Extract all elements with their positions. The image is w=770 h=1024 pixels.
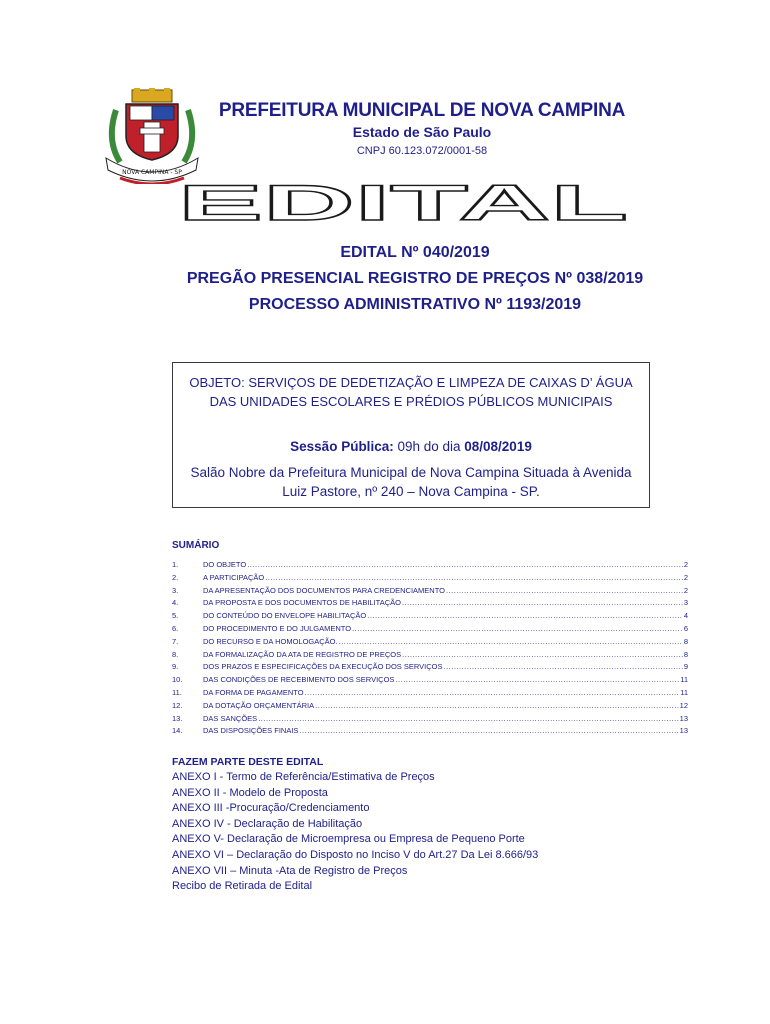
toc-page-number: 13: [679, 713, 688, 723]
toc-number: 2.: [172, 572, 179, 582]
toc-number: 11.: [172, 687, 182, 697]
process-title: PROCESSO ADMINISTRATIVO Nº 1193/2019: [248, 296, 582, 313]
annex-item: ANEXO IV - Declaração de Habilitação: [172, 817, 363, 830]
annex-item: ANEXO III -Procuração/Credenciamento: [172, 802, 370, 815]
toc-title: DAS SANÇÕES: [203, 713, 258, 723]
toc-row[interactable]: [172, 662, 688, 675]
pregao-title: PREGÃO PRESENCIAL REGISTRO DE PREÇOS Nº 038/2019: [186, 270, 644, 287]
toc-number: 13.: [172, 713, 183, 723]
toc-title: DA FORMALIZAÇÃO DA ATA DE REGISTRO DE PREÇOS: [203, 649, 402, 659]
toc-number: 5.: [172, 611, 179, 621]
toc-page-number: 2: [683, 585, 688, 595]
toc-page-number: 2: [683, 572, 688, 582]
object-description: OBJETO: SERVIÇOS DE DEDETIZAÇÃO E LIMPEZA DE CAIXAS D’ ÁGUA DAS UNIDADES ESCOLARES E PRÉDIOS PÚBLICOS MUNICIPAIS: [189, 375, 633, 409]
toc-row[interactable]: [172, 598, 688, 611]
toc-dot-leader: [367, 611, 683, 620]
organization-cnpj: CNPJ 60.123.072/0001-58: [356, 145, 488, 157]
toc-title: DA PROPOSTA E DOS DOCUMENTOS DE HABILITAÇÃO: [203, 598, 401, 608]
toc-page-number: 3: [683, 598, 688, 608]
annexes-list: [172, 770, 538, 895]
toc-number: 12.: [172, 700, 183, 710]
toc-row[interactable]: [172, 688, 688, 701]
svg-text:EDITAL: EDITAL: [178, 180, 628, 226]
session-time: 09h do dia: [393, 439, 465, 454]
toc-page-number: 4: [683, 611, 688, 621]
toc-row[interactable]: [172, 611, 688, 624]
toc-title: DO PROCEDIMENTO E DO JULGAMENTO: [203, 623, 352, 633]
toc-number: 9.: [172, 662, 179, 672]
toc-dot-leader: [299, 726, 678, 735]
object-box: [172, 362, 650, 508]
toc-dot-leader: [265, 573, 683, 582]
toc-page-number: 12: [679, 700, 688, 710]
toc-title: DOS PRAZOS E ESPECIFICAÇÕES DA EXECUÇÃO DOS SERVIÇOS: [203, 662, 443, 672]
toc-number: 1.: [172, 560, 179, 569]
annex-item: ANEXO VI – Declaração do Disposto no Inciso V do Art.27 Da Lei 8.666/93: [172, 848, 539, 861]
toc-dot-leader: [352, 624, 683, 633]
toc-dot-leader: [402, 598, 683, 607]
public-session-line: [173, 439, 649, 454]
annex-item: ANEXO II - Modelo de Proposta: [172, 786, 328, 799]
annex-item: ANEXO I - Termo de Referência/Estimativa de Preços: [172, 771, 435, 783]
summary-title: SUMÁRIO: [172, 540, 220, 551]
toc-row[interactable]: [172, 586, 688, 599]
toc-row[interactable]: [172, 701, 688, 714]
annex-item: Recibo de Retirada de Edital: [172, 880, 313, 893]
toc-row[interactable]: [172, 726, 688, 739]
toc-title: A PARTICIPAÇÃO: [203, 572, 265, 582]
toc-row[interactable]: [172, 650, 688, 663]
toc-title: DO RECURSO E DA HOMOLOGAÇÃO.: [203, 636, 338, 646]
svg-text:NOVA CAMPINA - SP: NOVA CAMPINA - SP: [122, 169, 182, 176]
toc-row[interactable]: [172, 637, 688, 650]
toc-number: 6.: [172, 623, 179, 633]
toc-title: DAS CONDIÇÕES DE RECEBIMENTO DOS SERVIÇOS: [203, 675, 395, 685]
toc-page-number: 6: [683, 623, 688, 633]
session-date: 08/08/2019: [464, 439, 532, 454]
table-of-contents: [172, 560, 688, 739]
organization-state: Estado de São Paulo: [352, 124, 492, 140]
toc-number: 4.: [172, 598, 179, 608]
toc-title: DAS DISPOSIÇÕES FINAIS: [203, 726, 299, 736]
toc-page-number: 8: [683, 636, 688, 646]
toc-row[interactable]: [172, 560, 688, 573]
annex-item: ANEXO V- Declaração de Microempresa ou Empresa de Pequeno Porte: [172, 833, 525, 846]
toc-number: 10.: [172, 675, 183, 685]
toc-title: DA APRESENTAÇÃO DOS DOCUMENTOS PARA CREDENCIAMENTO: [203, 585, 445, 595]
toc-page-number: 13: [679, 726, 688, 736]
toc-page-number: 11: [680, 687, 688, 697]
edital-wordart: [176, 180, 631, 226]
toc-row[interactable]: [172, 573, 688, 586]
toc-row[interactable]: [172, 714, 688, 727]
session-place: Salão Nobre da Prefeitura Municipal de Nova Campina Situada à Avenida Luiz Pastore, nº 240 – Nova Campina - SP.: [190, 465, 632, 499]
toc-dot-leader: [339, 637, 683, 646]
coat-of-arms-logo: [100, 88, 204, 184]
toc-dot-leader: [258, 714, 678, 723]
toc-page-number: 8: [683, 649, 688, 659]
toc-row[interactable]: [172, 675, 688, 688]
toc-page-number: 2: [683, 560, 688, 569]
toc-dot-leader: [247, 560, 683, 569]
organization-name: PREFEITURA MUNICIPAL DE NOVA CAMPINA: [218, 100, 626, 121]
toc-row[interactable]: [172, 624, 688, 637]
toc-dot-leader: [444, 662, 683, 671]
toc-dot-leader: [395, 675, 679, 684]
annexes-title: FAZEM PARTE DESTE EDITAL: [172, 756, 324, 768]
toc-number: 7.: [172, 636, 179, 646]
edital-number-title: EDITAL Nº 040/2019: [340, 244, 490, 261]
toc-title: DA FORMA DE PAGAMENTO: [203, 687, 304, 697]
toc-number: 14.: [172, 726, 183, 736]
toc-dot-leader: [305, 688, 680, 697]
toc-dot-leader: [446, 586, 683, 595]
toc-number: 8.: [172, 649, 179, 659]
toc-page-number: 11: [680, 675, 688, 685]
toc-number: 3.: [172, 585, 179, 595]
annex-item: ANEXO VII – Minuta -Ata de Registro de Preços: [172, 864, 408, 877]
toc-title: DA DOTAÇÃO ORÇAMENTÁRIA: [203, 700, 315, 710]
toc-page-number: 9: [683, 662, 688, 672]
toc-dot-leader: [402, 650, 683, 659]
session-label: Sessão Pública:: [290, 439, 394, 454]
toc-title: DO OBJETO: [203, 560, 247, 569]
toc-title: DO CONTEÚDO DO ENVELOPE HABILITAÇÃO: [203, 611, 367, 621]
toc-dot-leader: [315, 701, 679, 710]
